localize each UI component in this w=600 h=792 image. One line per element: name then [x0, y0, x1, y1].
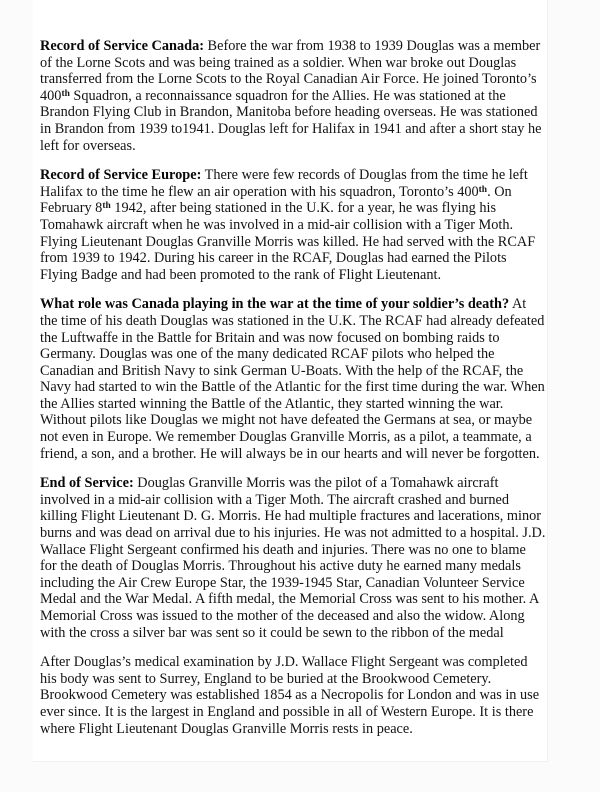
paragraph-text-europe-part3: 1942, after being stationed in the U.K. for a year, he was flying his Tomahawk aircraft when he was involved in a mid-air collision with a Tiger Moth. Flying Lieutenant Douglas Granville Morris was killed. He had served with the RCAF from 1939 to 1942. During his career in the RCAF, Douglas had earned the Pilots Flying Badge and had been promoted to the rank of Flight Lieutenant.: [40, 200, 536, 283]
document-page: [33, 0, 548, 762]
paragraph-record-of-service-europe: [40, 167, 546, 283]
paragraph-text-europe-part1: There were few records of Douglas from the time he left Halifax to the time he flew an air operation with his squadron, Toronto’s 400: [40, 167, 528, 200]
paragraph-end-of-service: [40, 475, 546, 641]
ordinal-suffix-400th-europe: th: [478, 184, 488, 195]
document-body: [40, 38, 546, 737]
heading-record-of-service-canada: Record of Service Canada:: [40, 38, 204, 54]
heading-canada-role-question: What role was Canada playing in the war at the time of your soldier’s death?: [40, 296, 510, 313]
paragraph-text-canada-role: At the time of his death Douglas was stationed in the U.K. The RCAF had already defeated the Luftwaffe in the Battle for Britain and was now focused on bombing raids to Germany. Douglas was one of the many dedicated RCAF pilots who helped the Canadian and British Navy to sink German U-Boats. With the help of the RCAF, the Navy had started to win the Battle of the Atlantic for the first time during the war. When the Allies started winning the Battle of the Atlantic, they started winning the war. Without pilots like Douglas we might not have defeated the Germans at sea, or maybe not even in Europe. We remember Douglas Granville Morris, as a pilot, a teammate, a friend, a son, and a brother. He will always be in our hearts and will never be forgotten.: [40, 296, 545, 462]
paragraph-text-end-of-service: Douglas Granville Morris was the pilot of a Tomahawk aircraft involved in a mid-air collision with a Tiger Moth. The aircraft crashed and burned killing Flight Lieutenant D. G. Morris. He had multiple fractures and lacerations, minor burns and was dead on arrival due to his injuries. He was not admitted to a hospital. J.D. Wallace Flight Sergeant confirmed his death and injuries. There was no one to blame for the death of Douglas Morris. Throughout his active duty he earned many medals including the Air Crew Europe Star, the 1939-1945 Star, Canadian Volunteer Service Medal and the War Medal. A fifth medal, the Memorial Cross was sent to his mother. A Memorial Cross was issued to the mother of the deceased and also the widow. Along with the cross a silver bar was sent so it could be sewn to the ribbon of the medal: [40, 475, 546, 641]
heading-end-of-service: End of Service:: [40, 475, 134, 492]
paragraph-record-of-service-canada: [40, 38, 546, 154]
heading-record-of-service-europe: Record of Service Europe:: [40, 167, 202, 184]
paragraph-burial-brookwood: [40, 654, 546, 737]
paragraph-text-europe-part2: . On February 8: [40, 183, 512, 217]
paragraph-text-canada-part1: Before the war from 1938 to 1939 Douglas was a member of the Lorne Scots and was being trained as a soldier. When war broke out Douglas transferred from the Lorne Scots to the Royal Canadian Air Force. He joined Toronto’s 400: [40, 38, 541, 104]
ordinal-suffix-400th: th: [61, 88, 70, 99]
paragraph-text-burial-brookwood: After Douglas’s medical examination by J.D. Wallace Flight Sergeant was completed his body was sent to Surrey, England to be buried at the Brookwood Cemetery. Brookwood Cemetery was established 1854 as a Necropolis for London and was in use ever since. It is the largest in England and possible in all of Western Europe. It is there where Flight Lieutenant Douglas Granville Morris rests in peace.: [40, 654, 540, 737]
ordinal-suffix-february-8th: th: [102, 201, 111, 212]
paragraph-canada-role-question: [40, 296, 546, 462]
paragraph-text-canada-part2: Squadron, a reconnaissance squadron for the Allies. He was stationed at the Brandon Flying Club in Brandon, Manitoba before heading overseas. He was stationed in Brandon from 1939 to1941. Douglas left for Halifax in 1941 and after a short stay he left for overseas.: [40, 87, 542, 154]
